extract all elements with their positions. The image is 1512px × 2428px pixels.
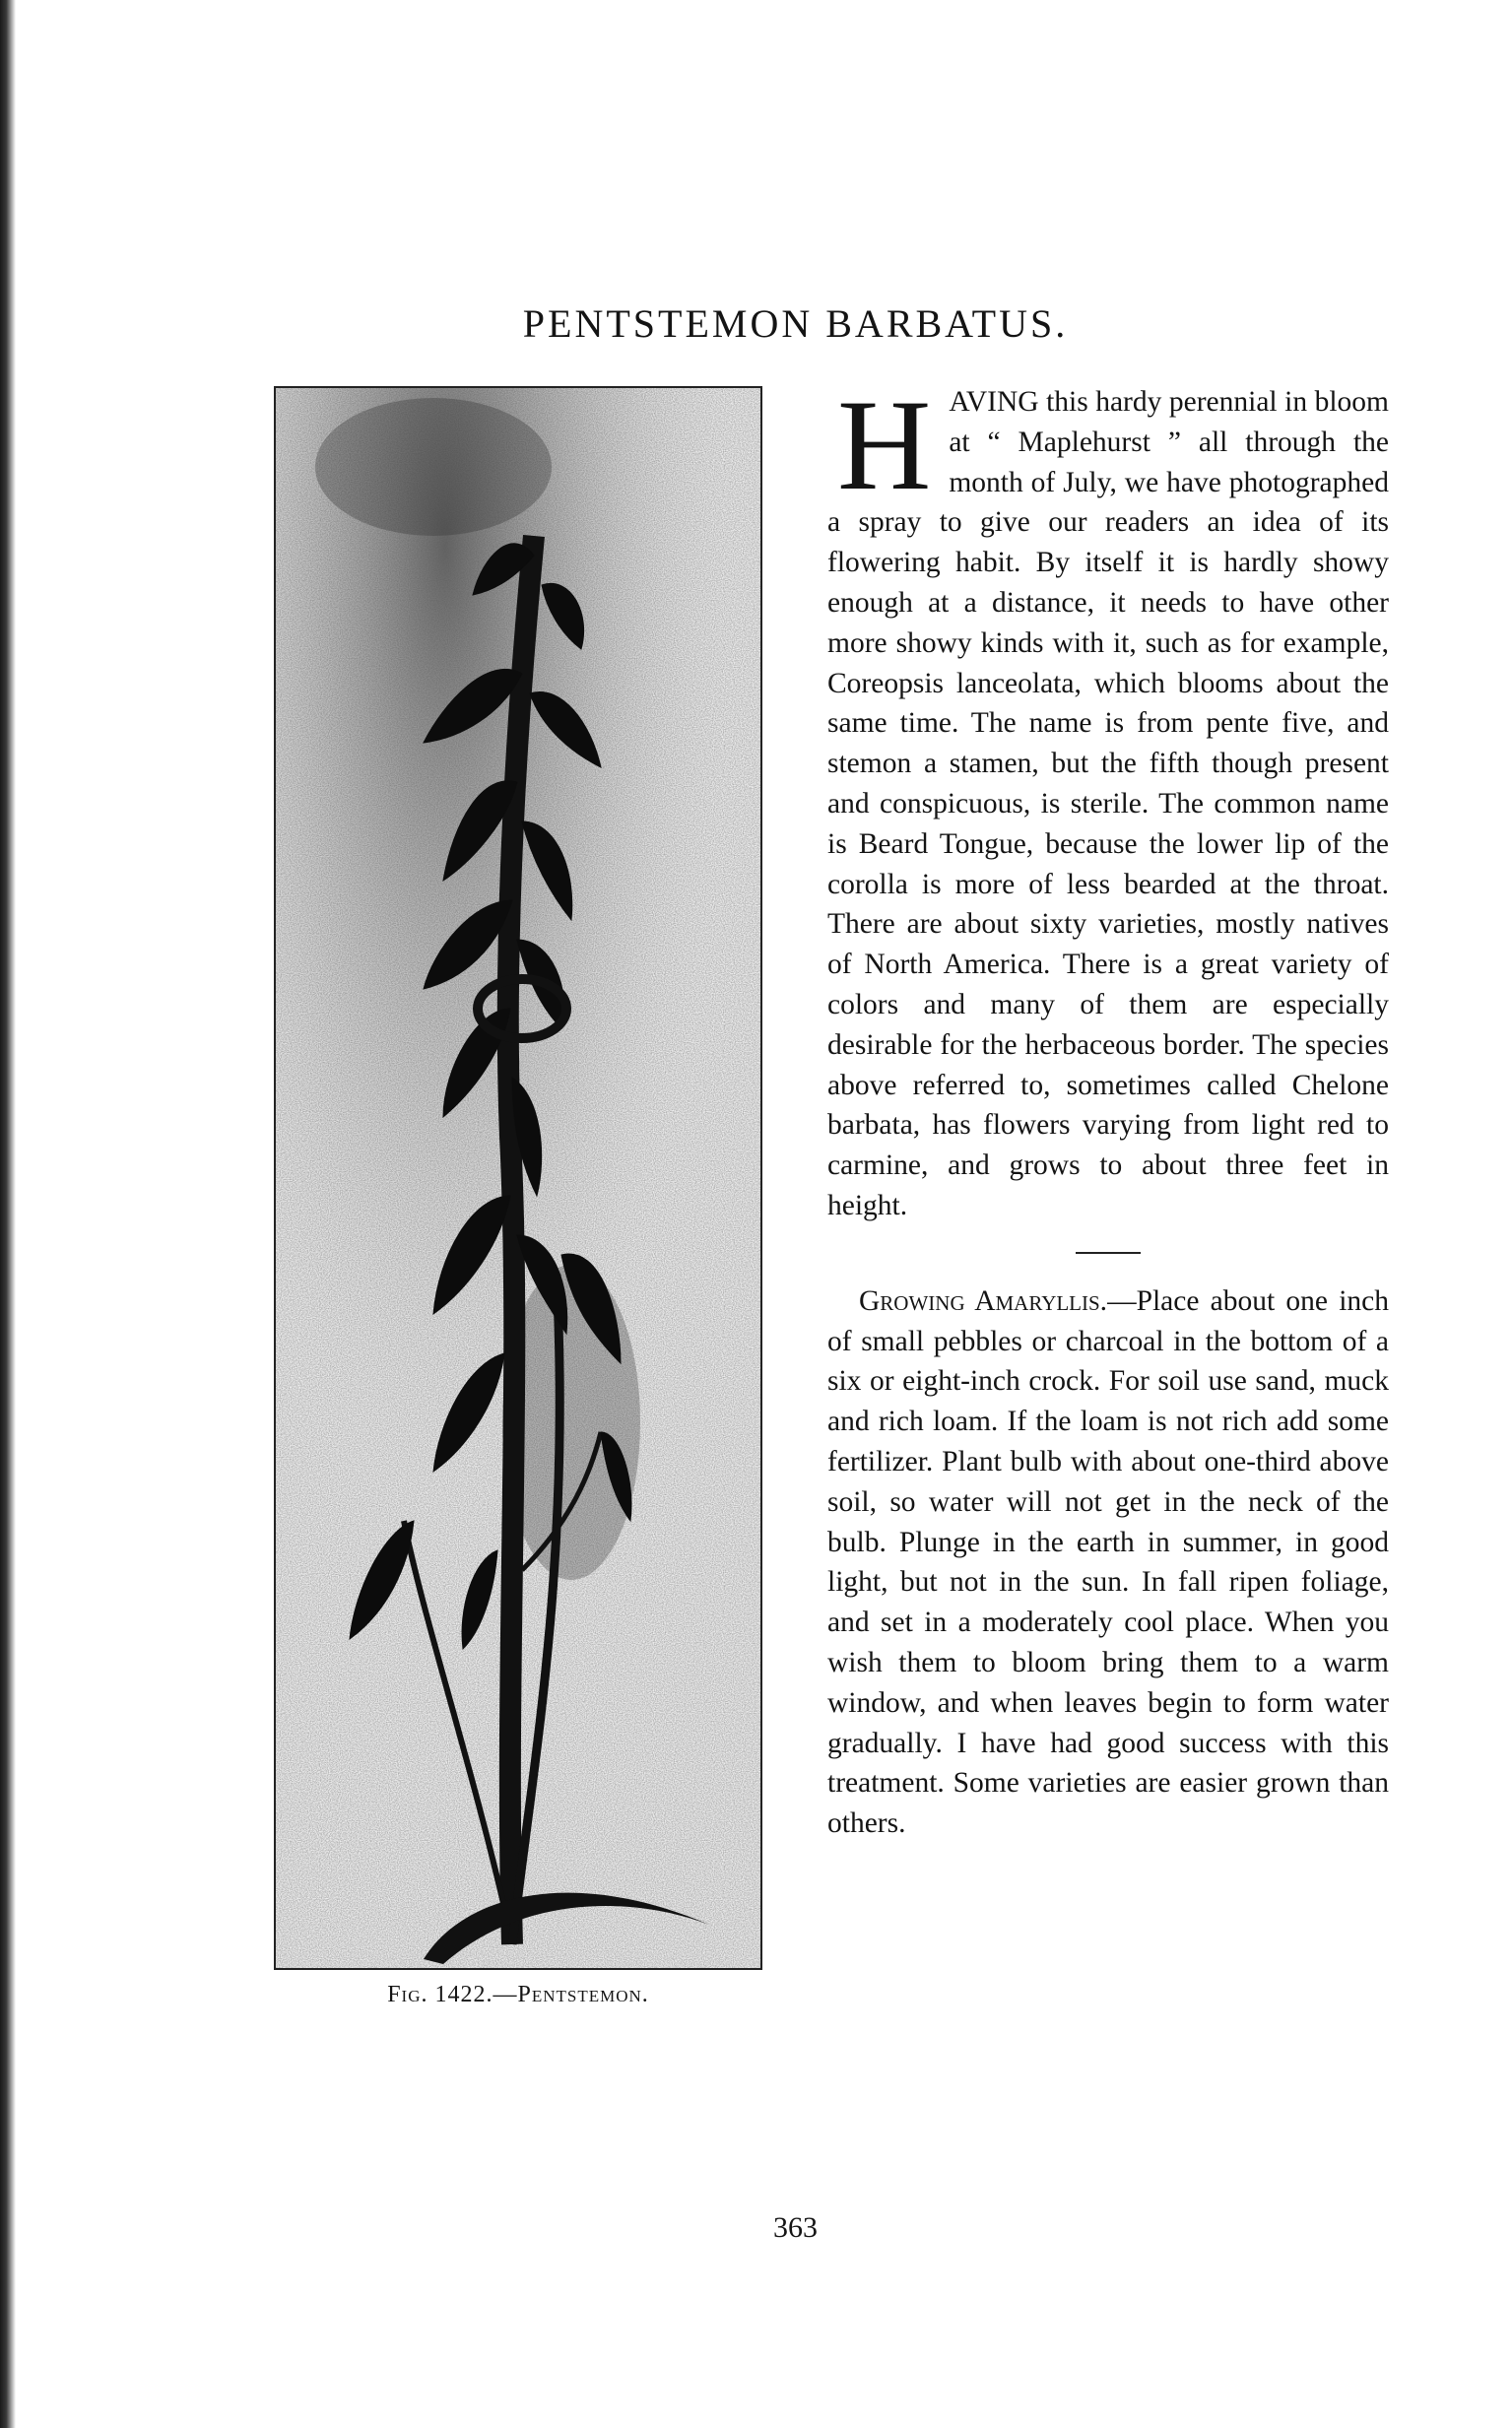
section-divider	[1076, 1252, 1141, 1254]
article-amaryllis-heading: Growing Amaryllis.	[859, 1284, 1108, 1317]
page-title: PENTSTEMON BARBATUS.	[522, 301, 1069, 346]
figure-caption-name: Pentstemon.	[517, 1982, 649, 2007]
plant-photograph	[274, 386, 762, 1970]
figure-caption-number: Fig. 1422.—	[387, 1982, 518, 2007]
text-column	[827, 372, 1389, 1844]
page-number: 363	[773, 2211, 818, 2244]
pentstemon-illustration	[276, 388, 760, 1968]
article-pentstemon	[827, 372, 1389, 1226]
article-amaryllis	[827, 1281, 1389, 1844]
page-edge-shadow	[0, 0, 16, 2428]
article-amaryllis-text: —Place about one inch of small pebbles or charcoal in the bottom of a six or eight-inch crock. For soil use sand, muck and rich loam. If the loam is not rich add some fertilizer. Plant bulb with about one-third above soil, so water will not get in the neck of the bulb. Plunge in the earth in summer, in good light, but not in the sun. In fall ripen foliage, and set in a moderately cool place. When you wish them to bloom bring them to a warm window, and when leaves begin to form water gradually. I have had good success with this treatment. Some varieties are easier grown than others.	[827, 1284, 1389, 1840]
figure-caption	[274, 1982, 762, 2008]
article-pentstemon-text: AVING this hardy perennial in bloom at “ Maplehurst ” all through the month of July, we have photographed a spray to give our readers an idea of its flowering habit. By itself it is hardly showy enough at a distance, it needs to have other more showy kinds with it, such as for example, Coreopsis lanceolata, which blooms about the same time. The name is from pente five, and stemon a stamen, but the fifth though present and conspicuous, is sterile. The common name is Beard Tongue, because the lower lip of the corolla is more of less bearded at the throat. There are about sixty varieties, mostly natives of North America. There is a great variety of colors and many of them are especially desirable for the herbaceous border. The species above referred to, sometimes called Chelone barbata, has flowers varying from light red to carmine, and grows to about three feet in height.	[827, 386, 1389, 1221]
drop-cap: H	[837, 372, 932, 517]
